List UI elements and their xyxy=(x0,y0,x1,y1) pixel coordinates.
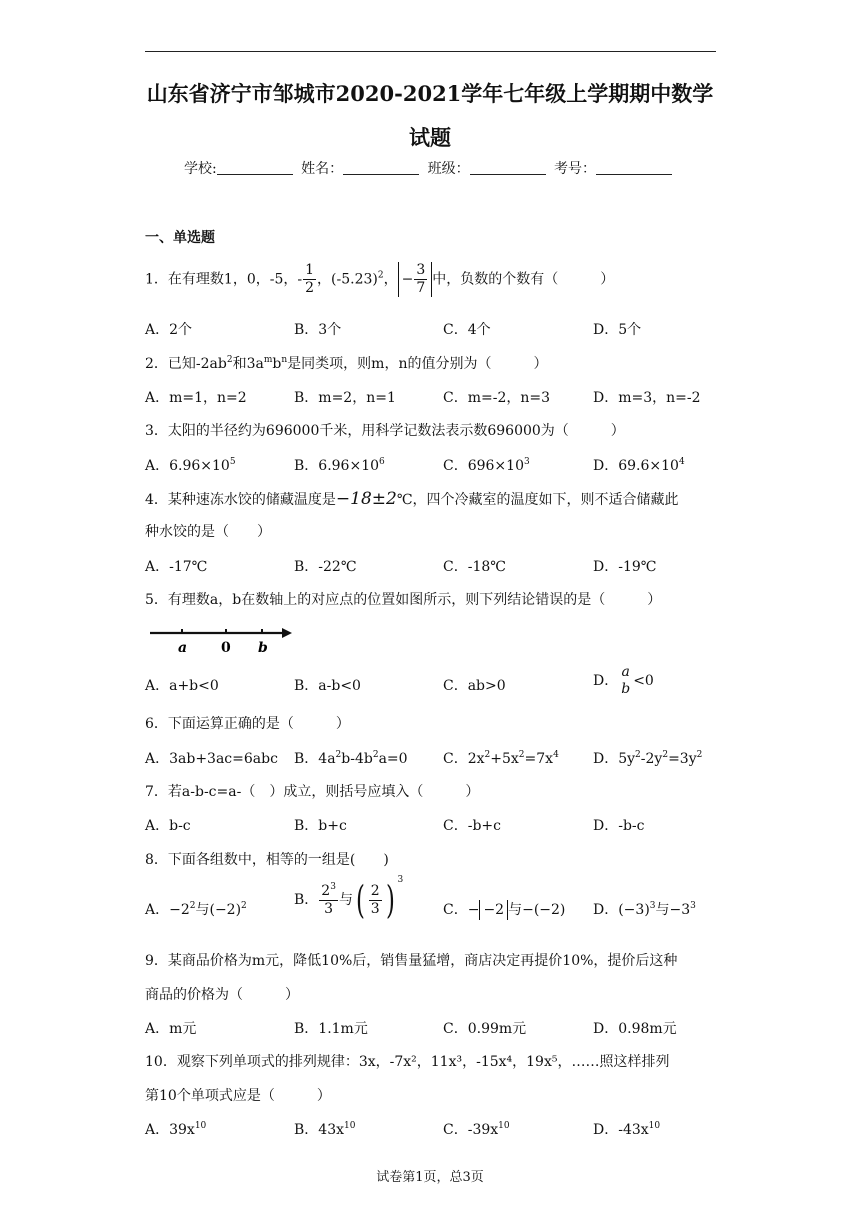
option-b[interactable]: B．$43x^{10}$ xyxy=(294,1121,356,1138)
option-c[interactable]: C．− −2 与−(−2) xyxy=(443,902,566,918)
school-blank[interactable] xyxy=(217,162,293,175)
option-d[interactable]: D．-b-c xyxy=(593,818,645,834)
option-a[interactable]: A．2个 xyxy=(145,322,193,338)
option-c[interactable]: C．$2x^2+5x^2=7x^4$ xyxy=(443,750,559,767)
question-9: 9．某商品价格为m元，降低10%后，销售量猛增，商店决定再提价10%，提价后这种 xyxy=(145,953,678,969)
option-c[interactable]: C．$-39x^{10}$ xyxy=(443,1121,510,1138)
option-c[interactable]: C．m=-2，n=3 xyxy=(443,390,551,406)
question-2: 2．已知$-2ab^2$和$3a^mb^n$是同类项，则m，n的值分别为（ ） xyxy=(145,355,548,372)
option-a[interactable]: A．-17℃ xyxy=(145,559,208,575)
option-a[interactable]: A．$6.96\times 10^5$ xyxy=(145,457,236,474)
option-d[interactable]: D．5个 xyxy=(593,322,642,338)
q3-options xyxy=(145,456,716,480)
q1-comma: ， xyxy=(383,271,398,288)
q1-stem-end: 中，负数的个数有（ ） xyxy=(432,271,615,288)
option-a[interactable]: A．$39x^{10}$ xyxy=(145,1121,207,1138)
option-d[interactable]: D．-19℃ xyxy=(593,559,657,575)
question-6: 6．下面运算正确的是（ ） xyxy=(145,716,350,732)
temperature-range: −18±2 xyxy=(335,489,397,509)
option-c[interactable]: C．0.99m元 xyxy=(443,1021,527,1037)
option-c[interactable]: C．-18℃ xyxy=(443,559,506,575)
q1-stem-b: ，(-5.23) xyxy=(317,271,378,288)
option-b[interactable]: B．b+c xyxy=(294,818,347,834)
option-a[interactable]: A．m元 xyxy=(145,1021,197,1037)
option-b[interactable]: B．$6.96\times 10^6$ xyxy=(294,457,385,474)
question-1 xyxy=(145,262,614,297)
q1-exp: 2 xyxy=(377,270,384,281)
option-a[interactable]: A．m=1，n=2 xyxy=(145,390,247,406)
option-c[interactable]: C．4个 xyxy=(443,322,491,338)
number-blank[interactable] xyxy=(596,162,672,175)
name-label: 姓名： xyxy=(301,161,344,177)
option-c[interactable]: C．$696\times 10^3$ xyxy=(443,457,530,474)
number-line-figure xyxy=(148,624,298,656)
question-3: 3．太阳的半径约为696000千米，用科学记数法表示数696000为（ ） xyxy=(145,423,625,439)
page-title: 山东省济宁市邹城市2020-2021学年七年级上学期期中数学 xyxy=(146,81,714,106)
option-a[interactable]: A．a+b<0 xyxy=(145,678,219,694)
question-10-line2: 第10个单项式应是（ ） xyxy=(145,1088,331,1104)
option-b[interactable]: B．1.1m元 xyxy=(294,1021,368,1037)
option-d[interactable]: D．$-43x^{10}$ xyxy=(593,1121,661,1138)
header-rule xyxy=(145,51,716,52)
right-paren-icon: ) xyxy=(385,878,395,922)
option-d[interactable]: D．m=3，n=-2 xyxy=(593,390,701,406)
school-label: 学校: xyxy=(183,161,217,177)
option-b[interactable]: B．a-b<0 xyxy=(294,678,361,694)
question-10: 10．观察下列单项式的排列规律：3x，-7x²，11x³，-15x⁴，19x⁵，……照这样排列 xyxy=(145,1054,670,1070)
class-label: 班级： xyxy=(427,161,470,177)
option-a[interactable]: A．$-2^2$与$(-2)^2$ xyxy=(145,901,247,918)
q2-options xyxy=(145,388,716,412)
option-b[interactable]: B．-22℃ xyxy=(294,559,357,575)
option-b[interactable]: B．$4a^2b-4b^2a=0$ xyxy=(294,750,408,767)
question-5: 5．有理数a，b在数轴上的对应点的位置如图所示，则下列结论错误的是（ ） xyxy=(145,592,662,608)
question-9-line2: 商品的价格为（ ） xyxy=(145,987,299,1003)
student-info xyxy=(0,158,860,178)
q10-options xyxy=(145,1120,716,1144)
left-paren-icon: ( xyxy=(355,878,365,922)
name-blank[interactable] xyxy=(343,162,419,175)
label-b: b xyxy=(258,640,268,656)
q1-stem: 1．在有理数1，0，-5，- xyxy=(145,271,303,288)
option-c[interactable]: C．-b+c xyxy=(443,818,501,834)
q8-options xyxy=(145,875,716,940)
label-a: a xyxy=(178,640,188,656)
question-8: 8．下面各组数中，相等的一组是( ) xyxy=(145,852,389,868)
question-7: 7．若a-b-c=a-（ ）成立，则括号应填入（ ） xyxy=(145,784,480,800)
option-c[interactable]: C．ab>0 xyxy=(443,678,506,694)
option-d[interactable]: D．$(-3)^3$与$-3^3$ xyxy=(593,901,696,918)
arrow-head-icon xyxy=(282,628,292,638)
question-4-line2: 种水饺的是（ ） xyxy=(145,524,271,540)
q5-options xyxy=(145,664,716,700)
label-0: 0 xyxy=(221,640,231,656)
q1-absolute-value: − $\frac{3}{7}$ xyxy=(398,262,433,297)
q1-fraction: $\frac{1}{2}$ xyxy=(305,262,315,296)
q4-options xyxy=(145,557,716,581)
option-b[interactable]: B．3个 xyxy=(294,322,342,338)
section-heading: 一、单选题 xyxy=(145,230,215,246)
option-d[interactable]: D．$69.6\times 10^4$ xyxy=(593,457,685,474)
option-d[interactable]: D．$5y^2-2y^2=3y^2$ xyxy=(593,750,703,767)
option-b[interactable]: B． $\frac{2^3}{3}$ 与( $\frac{2}{3}$ ) $^3$ xyxy=(294,875,404,922)
option-d[interactable]: D．0.98m元 xyxy=(593,1021,677,1037)
page-title-line2: 试题 xyxy=(409,125,451,150)
option-d[interactable]: D． a b <0 xyxy=(593,664,654,697)
question-4: 4．某种速冻水饺的储藏温度是−18±2℃，四个冷藏室的温度如下，则不适合储藏此 xyxy=(145,489,679,509)
q7-options xyxy=(145,816,716,840)
option-a[interactable]: A．3ab+3ac=6abc xyxy=(145,751,278,767)
q9-options xyxy=(145,1019,716,1043)
page-footer: 试卷第1页，总3页 xyxy=(376,1170,484,1185)
option-a[interactable]: A．b-c xyxy=(145,818,191,834)
class-blank[interactable] xyxy=(470,162,546,175)
q1-options xyxy=(145,320,716,344)
q6-options xyxy=(145,749,716,773)
number-label: 考号： xyxy=(554,161,597,177)
option-b[interactable]: B．m=2，n=1 xyxy=(294,390,396,406)
